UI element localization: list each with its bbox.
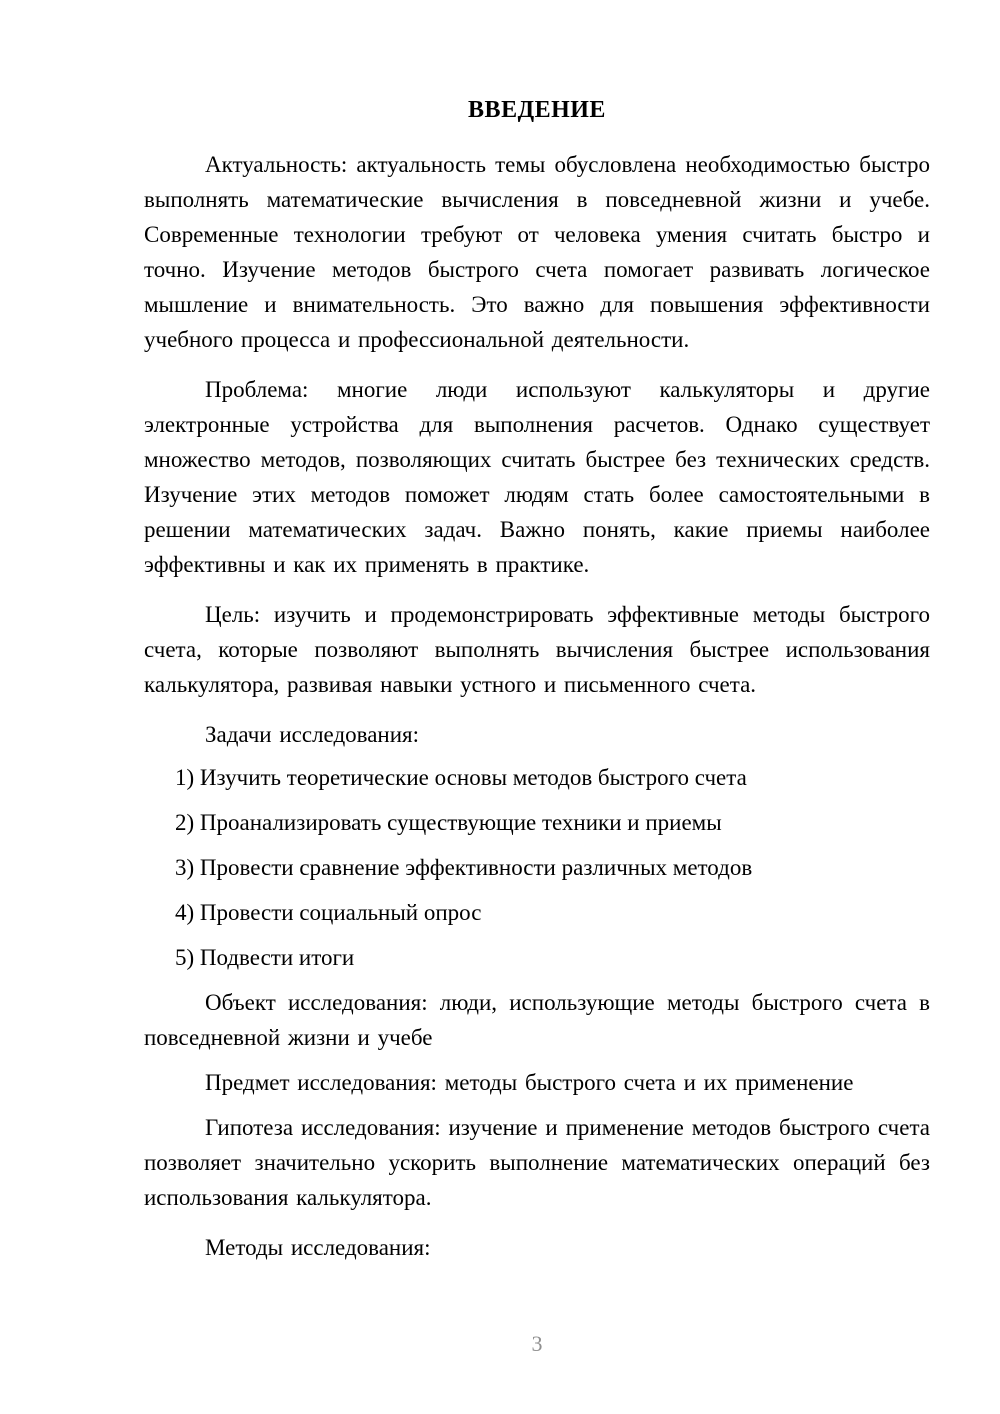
paragraph-problema: Проблема: многие люди используют калькуляторы и другие электронные устройства для выполнения расчетов. Однако существует множество методов, позволяющих считать быстрее без технических средств. Изучение этих методов поможет людям стать более самостоятельными в решении математических задач. Важно понять, какие приемы наиболее эффективны и как их применять в практике. [144, 377, 930, 577]
text-column [144, 0, 930, 1280]
page-number: 3 [531, 1331, 543, 1356]
task-item-1: 1) Изучить теоретические основы методов быстрого счета [175, 765, 747, 790]
paragraph-gipoteza: Гипотеза исследования: изучение и применение методов быстрого счета позволяет значительно ускорить выполнение математических операций без использования калькулятора. [144, 1115, 930, 1210]
tasks-list [144, 760, 930, 975]
paragraph-tsel: Цель: изучить и продемонстрировать эффективные методы быстрого счета, которые позволяют выполнять вычисления быстрее использования калькулятора, развивая навыки устного и письменного счета. [144, 602, 930, 697]
paragraph-obekt: Объект исследования: люди, использующие методы быстрого счета в повседневной жизни и учебе [144, 990, 930, 1050]
paragraph-metody: Методы исследования: [205, 1235, 431, 1260]
task-item-2: 2) Проанализировать существующие техники и приемы [175, 810, 722, 835]
task-item-5: 5) Подвести итоги [175, 945, 355, 970]
paragraph-aktualnost: Актуальность: актуальность темы обусловлена необходимостью быстро выполнять математические вычисления в повседневной жизни и учебе. Современные технологии требуют от человека умения считать быстро и точно. Изучение методов быстрого счета помогает развивать логическое мышление и внимательность. Это важно для повышения эффективности учебного процесса и профессиональной деятельности. [144, 152, 930, 352]
task-item-3: 3) Провести сравнение эффективности различных методов [175, 855, 753, 880]
page-title: ВВЕДЕНИЕ [468, 97, 606, 123]
paragraph-predmet: Предмет исследования: методы быстрого счета и их применение [205, 1070, 854, 1095]
task-item-4: 4) Провести социальный опрос [175, 900, 482, 925]
tasks-heading: Задачи исследования: [205, 722, 420, 747]
